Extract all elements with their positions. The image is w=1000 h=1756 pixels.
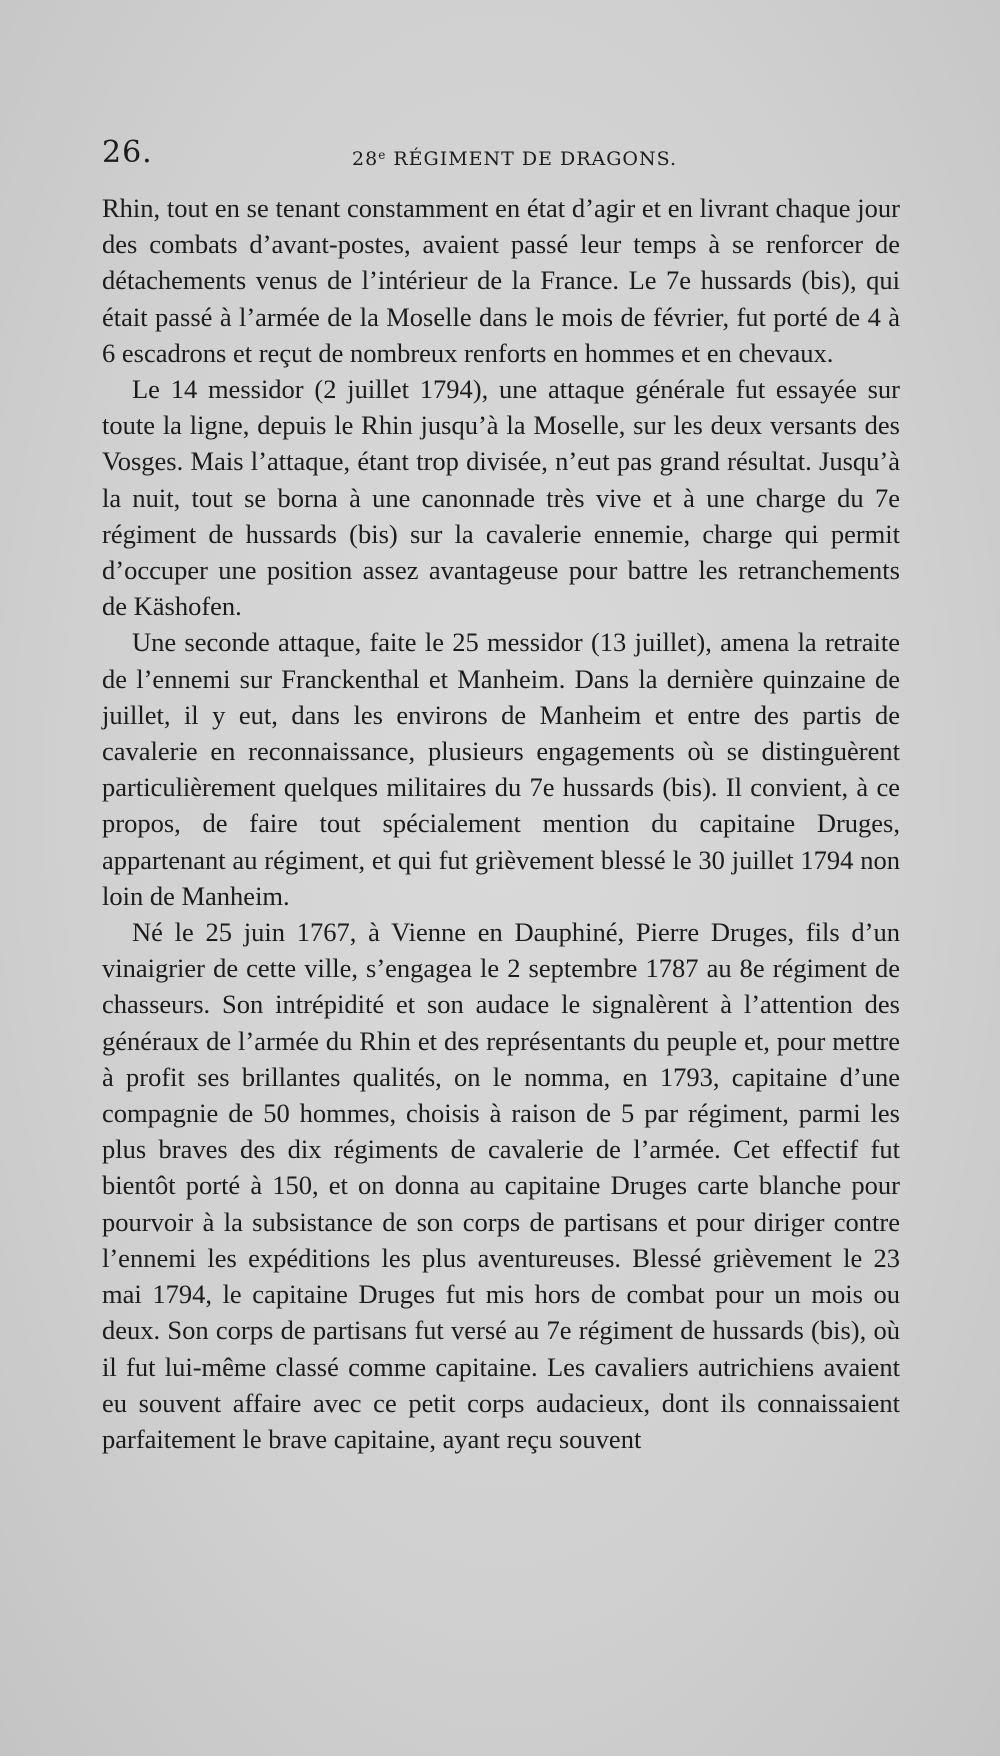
running-head-title: RÉGIMENT DE DRAGONS. [386,148,678,170]
page-header [102,136,900,170]
body-text [102,190,900,1457]
running-head [352,140,677,174]
paragraph: Le 14 messidor (2 juillet 1794), une attaque générale fut essayée sur toute la ligne, depuis le Rhin jusqu’à la Moselle, sur les deux versants des Vosges. Mais l’attaque, étant trop divisée, n’eut pas grand résultat. Jusqu’à la nuit, tout se borna à une canonnade très vive et à une charge du 7e régiment de hussards (bis) sur la cavalerie ennemie, charge qui permit d’occuper une position assez avantageuse pour battre les retranchements de Käshofen. [102,374,900,622]
running-head-number: 28 [352,148,379,170]
paragraph: Rhin, tout en se tenant constamment en état d’agir et en livrant chaque jour des combats d’avant-postes, avaient passé leur temps à se renforcer de détachements venus de l’intérieur de la France. Le 7e hussards (bis), qui était passé à l’armée de la Moselle dans le mois de février, fut porté de 4 à 6 escadrons et reçut de nombreux renforts en hommes et en chevaux. [102,193,900,368]
paragraph: Né le 25 juin 1767, à Vienne en Dauphiné, Pierre Druges, fils d’un vinaigrier de cette ville, s’engagea le 2 septembre 1787 au 8e régiment de chasseurs. Son intrépidité et son audace le signalèrent à l’attention des généraux de l’armée du Rhin et des représentants du peuple et, pour mettre à profit ses brillantes qualités, on le nomma, en 1793, capitaine d’une compagnie de 50 hommes, choisis à raison de 5 par régiment, parmi les plus braves des dix régiments de cavalerie de l’armée. Cet effectif fut bientôt porté à 150, et on donna au capitaine Druges carte blanche pour pourvoir à la subsistance de son corps de partisans et pour diriger contre l’ennemi les expéditions les plus aventureuses. Blessé grièvement le 23 mai 1794, le capitaine Druges fut mis hors de combat pour un mois ou deux. Son corps de partisans fut versé au 7e régiment de hussards (bis), où il fut lui-même classé comme capitaine. Les cavaliers autrichiens avaient eu souvent affaire avec ce petit corps audacieux, dont ils connaissaient parfaitement le brave capitaine, ayant reçu souvent [102,917,900,1454]
paragraph: Une seconde attaque, faite le 25 messidor (13 juillet), amena la retraite de l’ennemi sur Franckenthal et Manheim. Dans la dernière quinzaine de juillet, il y eut, dans les environs de Manheim et entre des partis de cavalerie en reconnaissance, plusieurs engagements où se distinguèrent particulièrement quelques militaires du 7e hussards (bis). Il convient, à ce propos, de faire tout spécialement mention du capitaine Druges, appartenant au régiment, et qui fut grièvement blessé le 30 juillet 1794 non loin de Manheim. [102,627,900,911]
page-number: 26. [102,135,153,170]
running-head-superscript: e [378,148,387,162]
